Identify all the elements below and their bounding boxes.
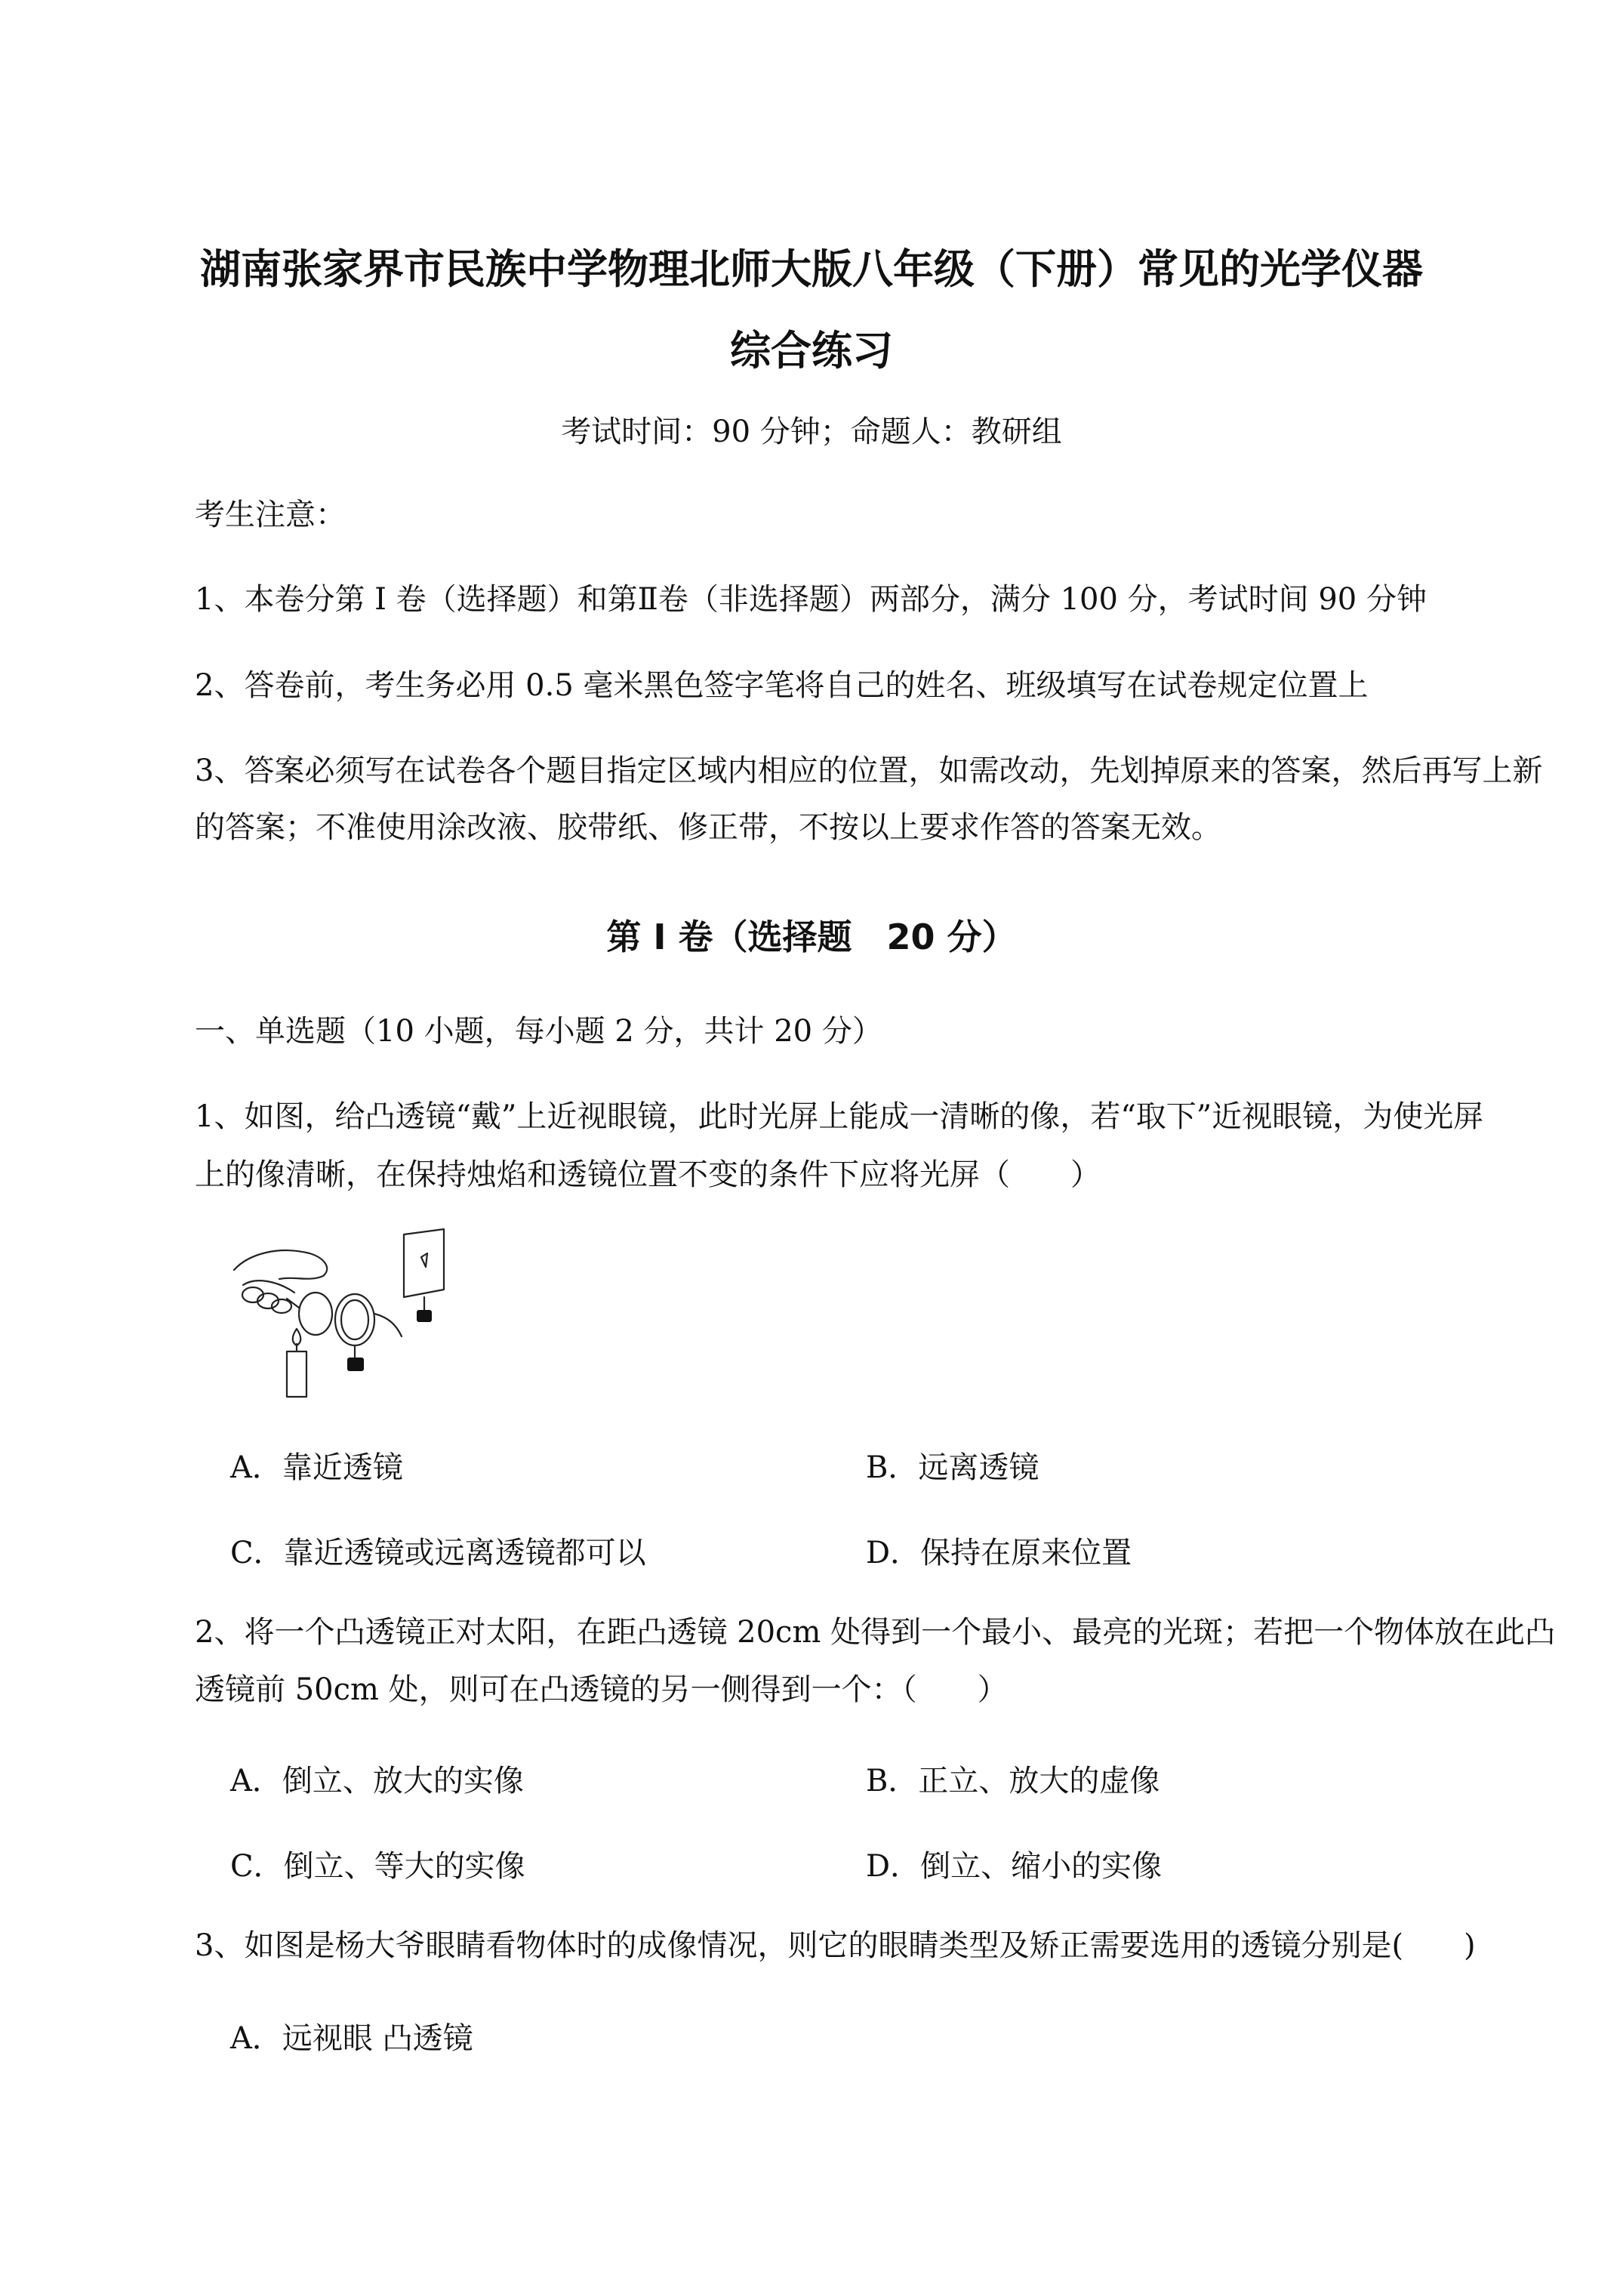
section-title: 第 I 卷（选择题 20 分） <box>606 917 1017 957</box>
question-2-option-b: B．正立、放大的虚像 <box>866 1764 1160 1798</box>
document-title-line2: 综合练习 <box>730 327 893 374</box>
lens-base <box>347 1358 364 1371</box>
question-1-option-c: C．靠近透镜或远离透镜都可以 <box>230 1536 646 1570</box>
part-heading: 一、单选题（10 小题，每小题 2 分，共计 20 分） <box>195 1014 882 1049</box>
lens-experiment-figure <box>226 1223 453 1404</box>
eyeglass-lens <box>299 1293 332 1335</box>
candle-body <box>287 1351 306 1397</box>
lens-support <box>374 1314 402 1336</box>
question-2-line1: 2、将一个凸透镜正对太阳，在距凸透镜 20cm 处得到一个最小、最亮的光斑；若把一个物体放在此凸 <box>195 1615 1556 1650</box>
notice-heading: 考生注意： <box>195 498 346 532</box>
eyeglass-arm <box>287 1299 299 1308</box>
question-2-option-a: A．倒立、放大的实像 <box>230 1764 524 1798</box>
question-3-option-a: A．远视眼 凸透镜 <box>230 2021 473 2056</box>
convex-lens-inner <box>341 1300 368 1339</box>
notice-item-1: 1、本卷分第 I 卷（选择题）和第Ⅱ卷（非选择题）两部分，满分 100 分，考试时间 90 分钟 <box>195 582 1427 617</box>
candle-flame <box>293 1329 301 1345</box>
question-3-line1: 3、如图是杨大爷眼睛看物体时的成像情况，则它的眼睛类型及矫正需要选用的透镜分别是( ) <box>195 1928 1476 1963</box>
knuckle-line <box>243 1281 294 1293</box>
question-1-line1: 1、如图，给凸透镜“戴”上近视眼镜，此时光屏上能成一清晰的像，若“取下”近视眼镜，为使光屏 <box>195 1099 1484 1134</box>
question-2-line2: 透镜前 50cm 处，则可在凸透镜的另一侧得到一个：（ ） <box>195 1672 1008 1707</box>
question-2-option-c: C．倒立、等大的实像 <box>230 1849 525 1884</box>
question-2-option-d: D．倒立、缩小的实像 <box>866 1849 1163 1884</box>
screen-image <box>421 1253 427 1267</box>
question-1-option-d: D．保持在原来位置 <box>866 1536 1132 1570</box>
screen-base <box>417 1310 432 1322</box>
question-1-option-a: A．靠近透镜 <box>230 1450 403 1485</box>
question-1-line2: 上的像清晰，在保持烛焰和透镜位置不变的条件下应将光屏（ ） <box>195 1157 1101 1192</box>
hand-outline <box>234 1250 327 1279</box>
notice-item-2: 2、答卷前，考生务必用 0.5 毫米黑色签字笔将自己的姓名、班级填写在试卷规定位置上 <box>195 668 1369 703</box>
notice-item-3: 3、答案必须写在试卷各个题目指定区域内相应的位置，如需改动，先划掉原来的答案，然后再写上新 <box>195 754 1543 788</box>
document-title-line1: 湖南张家界市民族中学物理北师大版八年级（下册）常见的光学仪器 <box>200 245 1423 293</box>
notice-item-3-cont: 的答案；不准使用涂改液、胶带纸、修正带，不按以上要求作答的答案无效。 <box>195 810 1221 845</box>
question-1-option-b: B．远离透镜 <box>866 1450 1039 1485</box>
exam-info: 考试时间：90 分钟；命题人：教研组 <box>561 415 1062 449</box>
